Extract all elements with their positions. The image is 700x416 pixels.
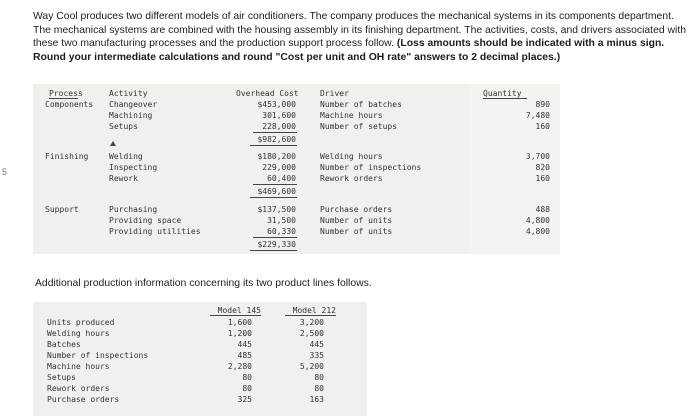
product-row-label: Number of inspections xyxy=(47,351,149,360)
model-212-value: 80 xyxy=(314,384,324,393)
quantity-value: 160 xyxy=(535,174,550,183)
model-145-value: 1,200 xyxy=(227,329,252,338)
header-quantity: Quantity xyxy=(483,89,522,98)
header-driver: Driver xyxy=(320,89,349,98)
quantity-value: 7,480 xyxy=(525,111,550,120)
header-process: Process xyxy=(49,89,83,98)
side-page-mark: 5 xyxy=(2,167,8,177)
product-row-label: Batches xyxy=(47,340,81,349)
quantity-value: 3,700 xyxy=(525,152,550,161)
activity-label: Providing space xyxy=(109,216,182,225)
quantity-value: 820 xyxy=(535,163,550,172)
activity-label: Machining xyxy=(109,111,153,120)
overhead-cost-value: 228,000 xyxy=(262,122,296,131)
overhead-subtotal: $229,330 xyxy=(257,240,296,249)
overhead-cost-value: 301,600 xyxy=(262,111,296,120)
driver-label: Number of batches xyxy=(320,100,402,109)
overhead-cost-value: $453,000 xyxy=(257,100,296,109)
activity-label: Changeover xyxy=(109,100,158,109)
model-212-value: 3,200 xyxy=(299,318,324,327)
driver-label: Number of units xyxy=(320,216,393,225)
model-145-value: 325 xyxy=(237,395,252,404)
overhead-cost-value: 31,500 xyxy=(267,216,296,225)
model-212-value: 445 xyxy=(309,340,324,349)
overhead-subtotal: $469,600 xyxy=(257,187,296,196)
quantity-value: 4,800 xyxy=(525,227,550,236)
product-row-label: Purchase orders xyxy=(47,395,120,404)
activity-label: Rework xyxy=(109,174,138,183)
header-overhead-cost: Overhead Cost xyxy=(236,89,299,98)
activity-label: Providing utilities xyxy=(109,227,201,236)
overhead-subtotal: $982,600 xyxy=(257,135,296,144)
problem-intro: Way Cool produces two different models of air conditioners. The company produces the mechanical systems in its components department. The mechanical systems are combined with the housing assembly in its finishing department. The activities, costs, and drivers associated with these two manufacturing processes and the production support process follow. xyxy=(33,11,686,49)
header-underline xyxy=(285,315,336,316)
driver-label: Number of inspections xyxy=(320,163,422,172)
driver-label: Number of setups xyxy=(320,122,398,131)
header-activity: Activity xyxy=(109,89,148,98)
product-row-label: Rework orders xyxy=(47,384,110,393)
driver-label: Machine hours xyxy=(320,111,383,120)
header-underline xyxy=(210,315,261,316)
model-212-value: 2,500 xyxy=(299,329,324,338)
model-212-value: 5,200 xyxy=(299,362,324,371)
product-row-label: Machine hours xyxy=(47,362,110,371)
model-212-value: 163 xyxy=(309,395,324,404)
driver-label: Rework orders xyxy=(320,174,383,183)
model-145-value: 80 xyxy=(242,373,252,382)
driver-label: Welding hours xyxy=(320,152,383,161)
additional-info-heading: Additional production information concerning its two product lines follows. xyxy=(35,278,372,289)
product-row-label: Units produced xyxy=(47,318,115,327)
process-support: Support xyxy=(45,205,79,214)
quantity-value: 890 xyxy=(535,100,550,109)
activity-label: Purchasing xyxy=(109,205,158,214)
model-212-value: 80 xyxy=(314,373,324,382)
activity-label: Inspecting xyxy=(109,163,158,172)
process-components: Components xyxy=(45,100,94,109)
quantity-value: 488 xyxy=(535,205,550,214)
quantity-value: 160 xyxy=(535,122,550,131)
model-145-value: 2,280 xyxy=(227,362,252,371)
overhead-cost-value: 229,000 xyxy=(262,163,296,172)
overhead-cost-value: 60,400 xyxy=(267,174,296,183)
problem-instruction: (Loss amounts should be indicated with a minus sign. Round your intermediate calculations and round "Cost per unit and OH rate" answers to 2 decimal places.) xyxy=(33,38,665,63)
overhead-cost-value: $137,500 xyxy=(257,205,296,214)
driver-label: Purchase orders xyxy=(320,205,393,214)
overhead-cost-value: 60,330 xyxy=(267,227,296,236)
header-model-212: Model 212 xyxy=(292,306,336,315)
header-model-145: Model 145 xyxy=(217,306,261,315)
product-row-label: Welding hours xyxy=(47,329,110,338)
model-145-value: 445 xyxy=(237,340,252,349)
product-row-label: Setups xyxy=(47,373,76,382)
activity-label: Welding xyxy=(109,152,143,161)
activity-label: Setups xyxy=(109,122,138,131)
overhead-cost-value: $180,200 xyxy=(257,152,296,161)
model-145-value: 80 xyxy=(242,384,252,393)
model-145-value: 485 xyxy=(237,351,252,360)
model-212-value: 335 xyxy=(309,351,324,360)
model-145-value: 1,600 xyxy=(227,318,252,327)
driver-label: Number of units xyxy=(320,227,393,236)
quantity-value: 4,800 xyxy=(525,216,550,225)
process-finishing: Finishing xyxy=(45,152,89,161)
